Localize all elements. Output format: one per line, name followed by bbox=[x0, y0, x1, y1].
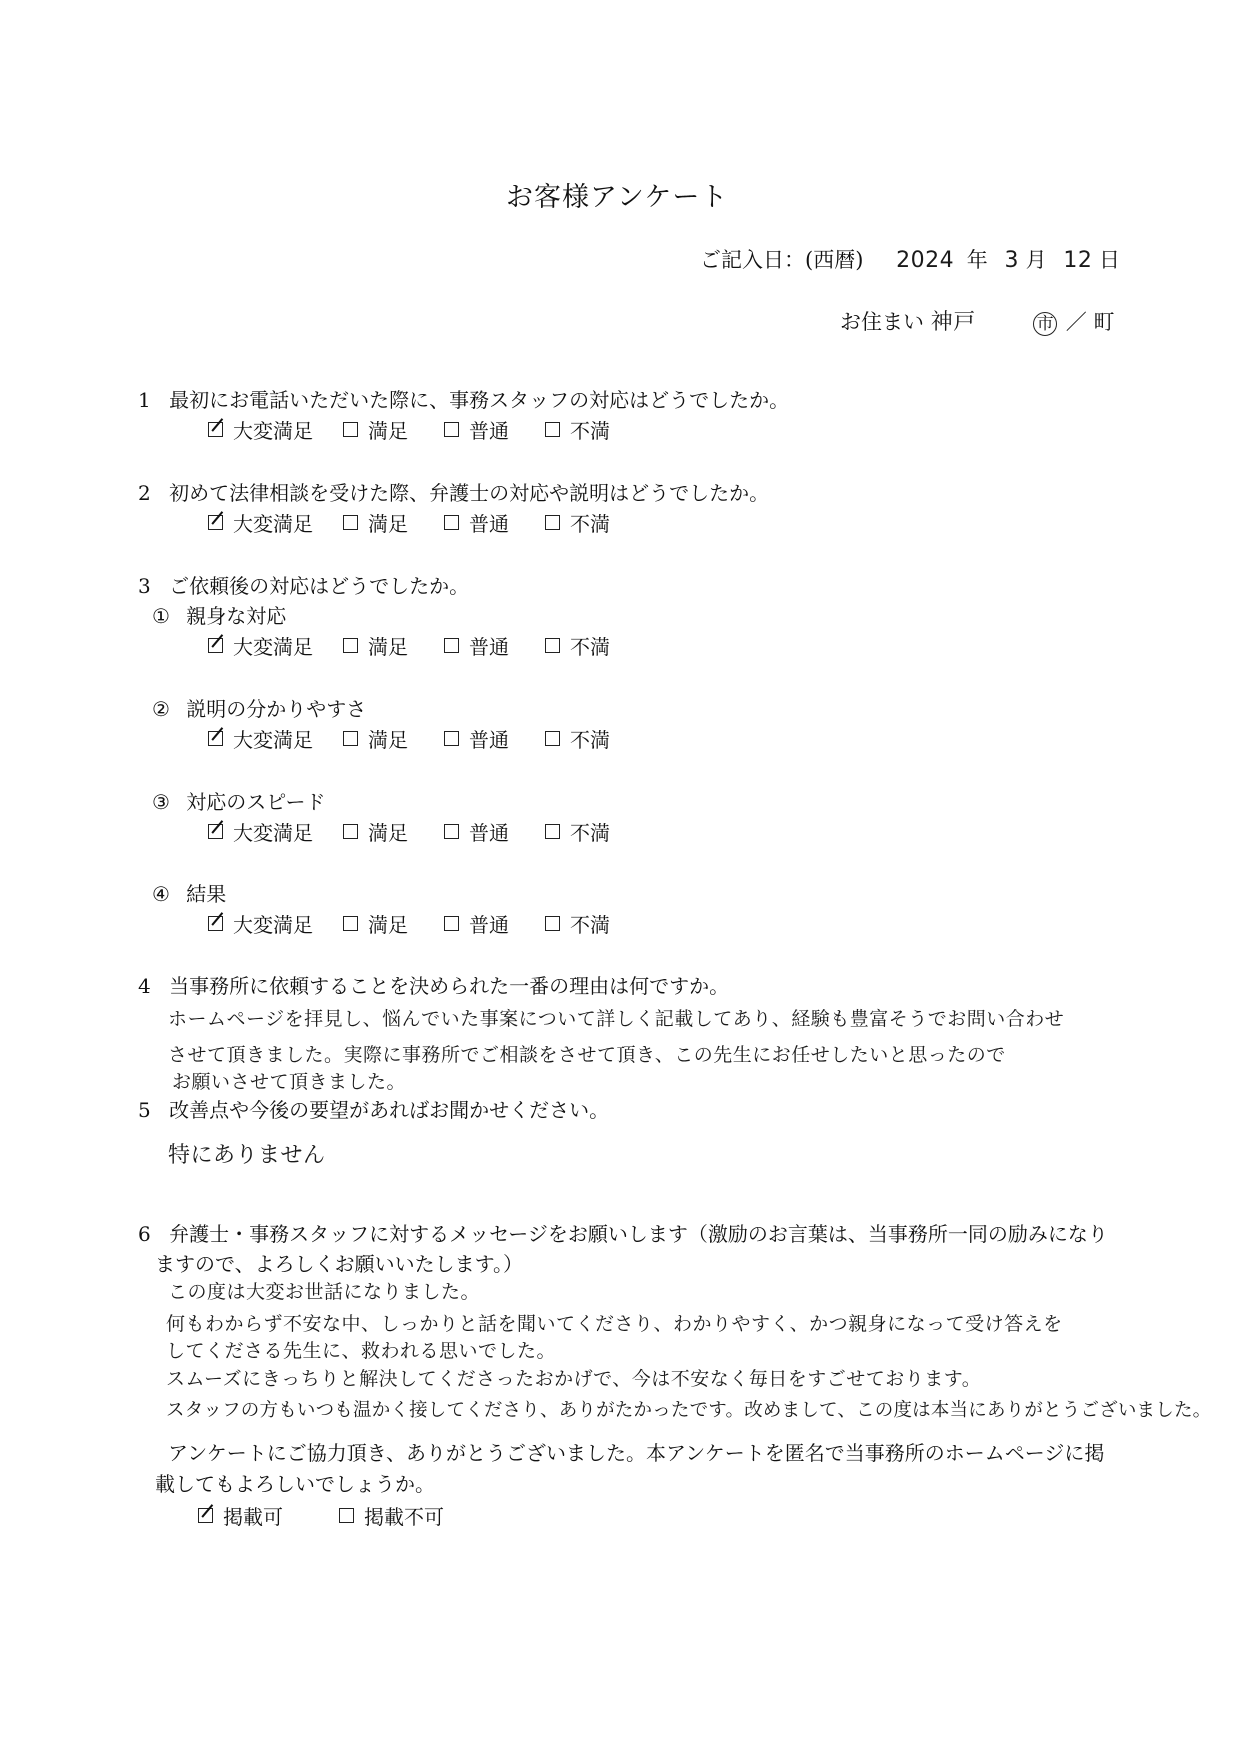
option-label: 普通 bbox=[469, 512, 509, 536]
consent-text-line2: 載してもよろしいでしょうか。 bbox=[155, 1472, 435, 1496]
sub-label: 親身な対応 bbox=[186, 604, 287, 628]
consent-text-line1: アンケートにご協力頂き、ありがとうございました。本アンケートを匿名で当事務所のホームページに掲 bbox=[168, 1441, 1105, 1465]
question-1 bbox=[138, 384, 789, 413]
option-label: 普通 bbox=[469, 635, 509, 659]
sub-mark: ④ bbox=[152, 882, 170, 906]
handwritten-answer-line: させて頂きました。実際に事務所でご相談をさせて頂き、この先生にお任せしたいと思ったので bbox=[168, 1044, 1006, 1066]
sub-question-1 bbox=[152, 600, 286, 629]
handwritten-answer-line: してくださる先生に、救われる思いでした。 bbox=[166, 1340, 557, 1362]
checkbox-option[interactable] bbox=[208, 817, 313, 846]
checkbox-option[interactable] bbox=[444, 817, 509, 846]
question-number: 3 bbox=[138, 574, 151, 598]
checkbox-option[interactable] bbox=[208, 631, 313, 660]
checkbox-checked[interactable] bbox=[208, 731, 223, 746]
option-label: 満足 bbox=[368, 821, 408, 845]
option-label: 大変満足 bbox=[233, 728, 313, 752]
option-label: 不満 bbox=[570, 419, 610, 443]
option-label: 不満 bbox=[570, 913, 610, 937]
checkbox-option[interactable] bbox=[343, 909, 408, 938]
question-text: 弁護士・事務スタッフに対するメッセージをお願いします（激励のお言葉は、当事務所一同の励みになり bbox=[169, 1222, 1108, 1246]
option-label: 満足 bbox=[368, 728, 408, 752]
checkbox-option[interactable] bbox=[208, 415, 313, 444]
handwritten-answer-line: スタッフの方もいつも温かく接してくださり、ありがたかったです。改めまして、この度は本当にありがとうございました。 bbox=[166, 1400, 1212, 1421]
option-label: 大変満足 bbox=[233, 419, 313, 443]
consent-options bbox=[198, 1501, 444, 1530]
option-label: 満足 bbox=[368, 913, 408, 937]
option-label: 大変満足 bbox=[233, 512, 313, 536]
address-slash: ／ bbox=[1065, 310, 1087, 334]
date-month-unit: 月 bbox=[1025, 248, 1047, 272]
handwritten-answer-line: お願いさせて頂きました。 bbox=[172, 1071, 407, 1093]
option-label: 満足 bbox=[368, 512, 408, 536]
checkbox-option[interactable] bbox=[545, 817, 610, 846]
sub-label: 結果 bbox=[186, 882, 227, 906]
checkbox-option[interactable] bbox=[343, 817, 408, 846]
date-label: ご記入日：(西暦) bbox=[700, 248, 864, 272]
question-2 bbox=[138, 477, 769, 506]
address-label: お住まい bbox=[840, 310, 924, 334]
question-3 bbox=[138, 570, 469, 599]
date-year-unit: 年 bbox=[966, 248, 988, 272]
rating-options bbox=[208, 817, 610, 846]
checkbox-option[interactable] bbox=[198, 1501, 283, 1530]
town-kind: 町 bbox=[1093, 310, 1115, 334]
checkbox[interactable] bbox=[444, 916, 459, 931]
checkbox-option[interactable] bbox=[343, 631, 408, 660]
sub-mark: ① bbox=[152, 604, 170, 628]
checkbox-checked[interactable] bbox=[208, 824, 223, 839]
checkbox[interactable] bbox=[343, 638, 358, 653]
checkbox[interactable] bbox=[545, 422, 560, 437]
checkbox[interactable] bbox=[343, 916, 358, 931]
checkbox[interactable] bbox=[545, 824, 560, 839]
date-month: 3 bbox=[1004, 248, 1019, 273]
sub-question-2 bbox=[152, 693, 366, 722]
date-field bbox=[700, 244, 1120, 274]
checkbox[interactable] bbox=[545, 638, 560, 653]
checkbox[interactable] bbox=[444, 422, 459, 437]
checkbox-checked[interactable] bbox=[208, 515, 223, 530]
sub-mark: ③ bbox=[152, 790, 170, 814]
checkbox-option[interactable] bbox=[444, 909, 509, 938]
option-label: 大変満足 bbox=[233, 913, 313, 937]
sub-label: 説明の分かりやすさ bbox=[186, 697, 367, 721]
option-label: 満足 bbox=[368, 635, 408, 659]
date-day: 12 bbox=[1063, 248, 1093, 273]
sub-question-3 bbox=[152, 786, 326, 815]
checkbox-option[interactable] bbox=[545, 724, 610, 753]
sub-mark: ② bbox=[152, 697, 170, 721]
checkbox-option[interactable] bbox=[208, 724, 313, 753]
handwritten-answer: 特にありません bbox=[168, 1143, 326, 1168]
checkbox-option[interactable] bbox=[444, 724, 509, 753]
ward-kind-circled: 市 bbox=[1033, 312, 1057, 336]
checkbox[interactable] bbox=[545, 731, 560, 746]
page-title: お客様アンケート bbox=[506, 182, 729, 213]
option-label: 普通 bbox=[469, 728, 509, 752]
rating-options bbox=[208, 631, 610, 660]
option-label: 大変満足 bbox=[233, 821, 313, 845]
handwritten-answer-line: スムーズにきっちりと解決してくださったおかげで、今は不安なく毎日をすごせております。 bbox=[166, 1368, 982, 1390]
option-label: 掲載可 bbox=[223, 1505, 283, 1529]
checkbox-option[interactable] bbox=[339, 1501, 444, 1530]
checkbox[interactable] bbox=[343, 824, 358, 839]
question-text: 改善点や今後の要望があればお聞かせください。 bbox=[169, 1098, 610, 1122]
handwritten-answer-line: 何もわからず不安な中、しっかりと話を聞いてくださり、わかりやすく、かつ親身になって受け答えを bbox=[166, 1313, 1063, 1335]
option-label: 普通 bbox=[469, 419, 509, 443]
checkbox-option[interactable] bbox=[343, 508, 408, 537]
address-field bbox=[840, 305, 1114, 336]
question-text: 初めて法律相談を受けた際、弁護士の対応や説明はどうでしたか。 bbox=[169, 481, 770, 505]
question-number: 2 bbox=[138, 481, 151, 505]
checkbox[interactable] bbox=[343, 515, 358, 530]
checkbox-option[interactable] bbox=[444, 415, 509, 444]
option-label: 不満 bbox=[570, 728, 610, 752]
question-number: 6 bbox=[138, 1222, 151, 1246]
question-text: 当事務所に依頼することを決められた一番の理由は何ですか。 bbox=[169, 974, 730, 998]
handwritten-answer-line: この度は大変お世話になりました。 bbox=[168, 1281, 481, 1303]
question-number: 1 bbox=[138, 388, 151, 412]
option-label: 不満 bbox=[570, 635, 610, 659]
checkbox-option[interactable] bbox=[343, 724, 408, 753]
question-number: 4 bbox=[138, 974, 151, 998]
question-5 bbox=[138, 1094, 609, 1123]
sub-question-4 bbox=[152, 878, 226, 907]
checkbox-option[interactable] bbox=[208, 508, 313, 537]
checkbox[interactable] bbox=[343, 422, 358, 437]
checkbox-option[interactable] bbox=[545, 631, 610, 660]
checkbox-option[interactable] bbox=[343, 415, 408, 444]
handwritten-answer-line: ホームページを拝見し、悩んでいた事案について詳しく記載してあり、経験も豊富そうでお問い合わせ bbox=[168, 1008, 1065, 1030]
checkbox[interactable] bbox=[545, 515, 560, 530]
checkbox[interactable] bbox=[444, 515, 459, 530]
option-label: 大変満足 bbox=[233, 635, 313, 659]
checkbox[interactable] bbox=[444, 824, 459, 839]
question-4 bbox=[138, 970, 729, 999]
address-city: 神戸 bbox=[930, 310, 976, 335]
checkbox[interactable] bbox=[339, 1508, 354, 1523]
rating-options bbox=[208, 508, 610, 537]
date-year: 2024 bbox=[896, 248, 955, 273]
option-label: 満足 bbox=[368, 419, 408, 443]
sub-label: 対応のスピード bbox=[186, 790, 326, 814]
checkbox[interactable] bbox=[343, 731, 358, 746]
checkbox-checked[interactable] bbox=[208, 638, 223, 653]
checkbox-option[interactable] bbox=[444, 631, 509, 660]
question-6-continued: ますので、よろしくお願いいたします。） bbox=[155, 1252, 523, 1276]
checkbox[interactable] bbox=[545, 916, 560, 931]
checkbox-checked[interactable] bbox=[198, 1508, 213, 1523]
checkbox[interactable] bbox=[444, 638, 459, 653]
question-number: 5 bbox=[138, 1098, 151, 1122]
checkbox-option[interactable] bbox=[545, 415, 610, 444]
option-label: 普通 bbox=[469, 821, 509, 845]
option-label: 不満 bbox=[570, 512, 610, 536]
option-label: 掲載不可 bbox=[364, 1505, 444, 1529]
option-label: 不満 bbox=[570, 821, 610, 845]
checkbox-option[interactable] bbox=[545, 909, 610, 938]
rating-options bbox=[208, 909, 610, 938]
rating-options bbox=[208, 415, 610, 444]
checkbox-option[interactable] bbox=[444, 508, 509, 537]
checkbox[interactable] bbox=[444, 731, 459, 746]
checkbox-checked[interactable] bbox=[208, 422, 223, 437]
rating-options bbox=[208, 724, 610, 753]
question-text: ご依頼後の対応はどうでしたか。 bbox=[169, 574, 470, 598]
option-label: 普通 bbox=[469, 913, 509, 937]
checkbox-checked[interactable] bbox=[208, 916, 223, 931]
checkbox-option[interactable] bbox=[545, 508, 610, 537]
question-text: 最初にお電話いただいた際に、事務スタッフの対応はどうでしたか。 bbox=[169, 388, 790, 412]
checkbox-option[interactable] bbox=[208, 909, 313, 938]
question-6 bbox=[138, 1218, 1108, 1247]
date-day-unit: 日 bbox=[1099, 248, 1121, 272]
